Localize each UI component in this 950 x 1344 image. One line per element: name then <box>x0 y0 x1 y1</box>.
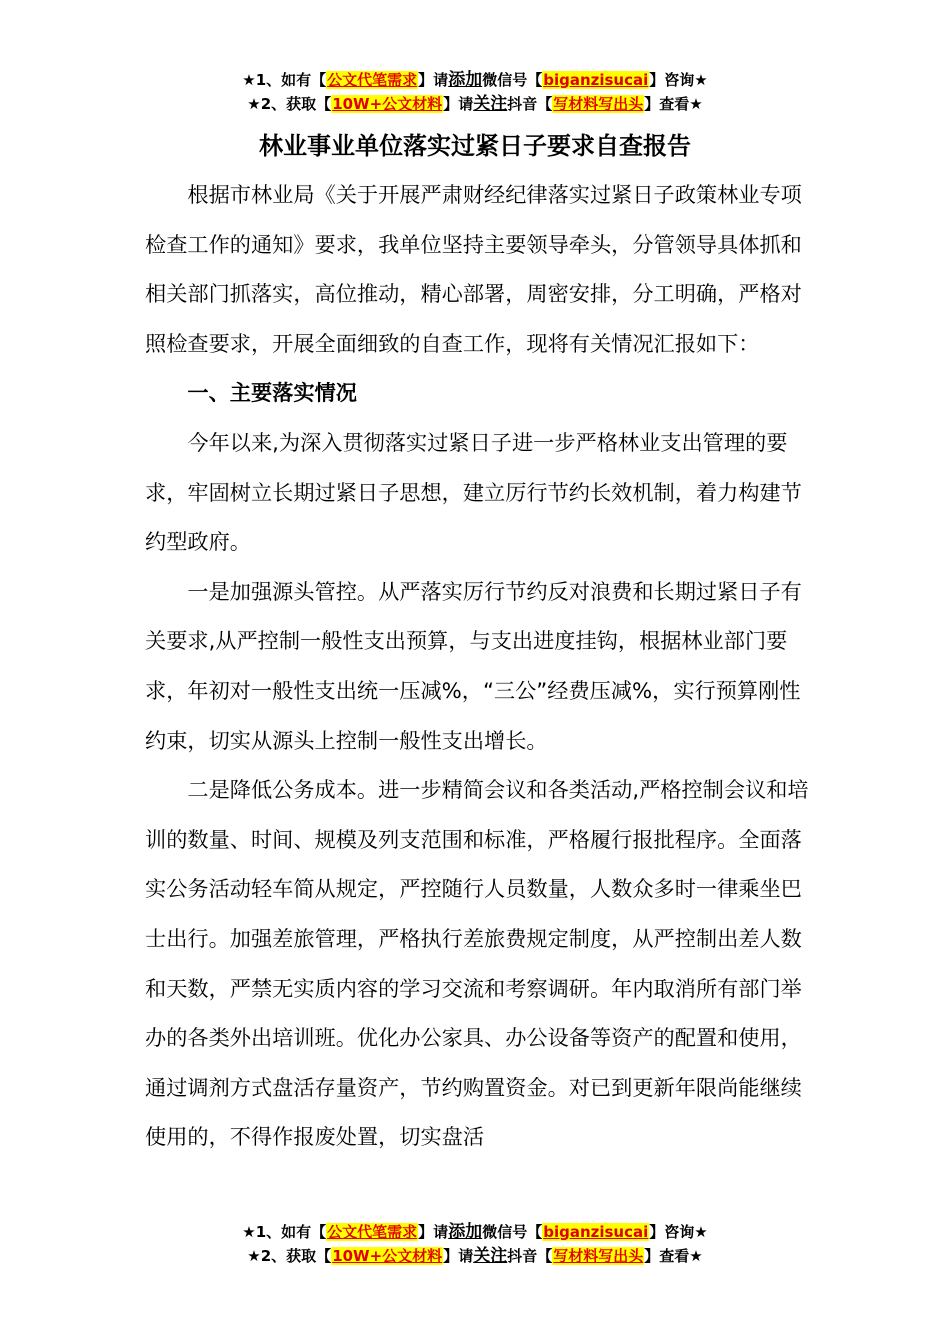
promo-text: 抖音【 <box>507 1247 553 1265</box>
promo-text: 】查看★ <box>644 1247 703 1265</box>
promo-text: 】咨询★ <box>649 71 708 89</box>
promo-text: 】请 <box>443 1247 474 1265</box>
promo-underline: 关注 <box>473 1246 508 1266</box>
promo-highlight: 10W+公文材料 <box>332 1247 443 1265</box>
promo-text: 】请 <box>418 71 449 89</box>
promo-underline: 关注 <box>473 94 508 114</box>
promo-underline: 添加 <box>448 70 483 90</box>
promo-line-1 <box>0 68 950 92</box>
section-heading: 一、主要落实情况 <box>187 380 357 406</box>
body-paragraph: 一是加强源头管控。从严落实厉行节约反对浪费和长期过紧日子有关要求,从严控制一般性支出预算，与支出进度挂钩，根据林业部门要求，年初对一般性支出统一压减%，“三公”经费压减%，实行预算刚性约束，切实从源头上控制一般性支出增长。 <box>145 578 802 753</box>
promo-line-1 <box>0 1220 950 1244</box>
document-body <box>145 170 815 1162</box>
intro-paragraph: 根据市林业局《关于开展严肃财经纪律落实过紧日子政策林业专项检查工作的通知》要求，我单位坚持主要领导牵头，分管领导具体抓和相关部门抓落实，高位推动，精心部署，周密安排，分工明确，严格对照检查要求，开展全面细致的自查工作，现将有关情况汇报如下： <box>145 182 802 356</box>
promo-highlight: biganzisucai <box>543 71 649 89</box>
promo-text: ★1、如有【 <box>242 71 327 89</box>
promo-text: 】咨询★ <box>649 1223 708 1241</box>
document-title: 林业事业单位落实过紧日子要求自查报告 <box>259 132 691 160</box>
promo-text: 】请 <box>418 1223 449 1241</box>
promo-text: ★1、如有【 <box>242 1223 327 1241</box>
promo-highlight: 公文代笔需求 <box>327 71 418 89</box>
promo-text: ★2、获取【 <box>247 1247 332 1265</box>
promo-text: 】请 <box>443 95 474 113</box>
promo-highlight: 10W+公文材料 <box>332 95 443 113</box>
promo-text: 】查看★ <box>644 95 703 113</box>
promo-text: 微信号【 <box>482 1223 543 1241</box>
promo-highlight: biganzisucai <box>543 1223 649 1241</box>
promo-text: 微信号【 <box>482 71 543 89</box>
promo-line-2 <box>0 1244 950 1268</box>
promo-line-2 <box>0 92 950 116</box>
promo-highlight: 公文代笔需求 <box>327 1223 418 1241</box>
promo-text: ★2、获取【 <box>247 95 332 113</box>
promo-underline: 添加 <box>448 1222 483 1242</box>
promo-highlight: 写材料写出头 <box>553 95 644 113</box>
body-paragraph: 二是降低公务成本。进一步精简会议和各类活动,严格控制会议和培训的数量、时间、规模及列支范围和标准，严格履行报批程序。全面落实公务活动轻车简从规定，严控随行人员数量，人数众多时一律乘坐巴士出行。加强差旅管理，严格执行差旅费规定制度，从严控制出差人数和天数，严禁无实质内容的学习交流和考察调研。年内取消所有部门举办的各类外出培训班。优化办公家具、办公设备等资产的配置和使用，通过调剂方式盘活存量资产，节约购置资金。对已到更新年限尚能继续使用的，不得作报废处置，切实盘活 <box>145 777 809 1150</box>
promo-text: 抖音【 <box>507 95 553 113</box>
body-paragraph: 今年以来,为深入贯彻落实过紧日子进一步严格林业支出管理的要求，牢固树立长期过紧日子思想，建立厉行节约长效机制，着力构建节约型政府。 <box>145 429 802 555</box>
promo-banner-bottom <box>0 1220 950 1268</box>
promo-highlight: 写材料写出头 <box>553 1247 644 1265</box>
promo-banner-top <box>0 68 950 116</box>
